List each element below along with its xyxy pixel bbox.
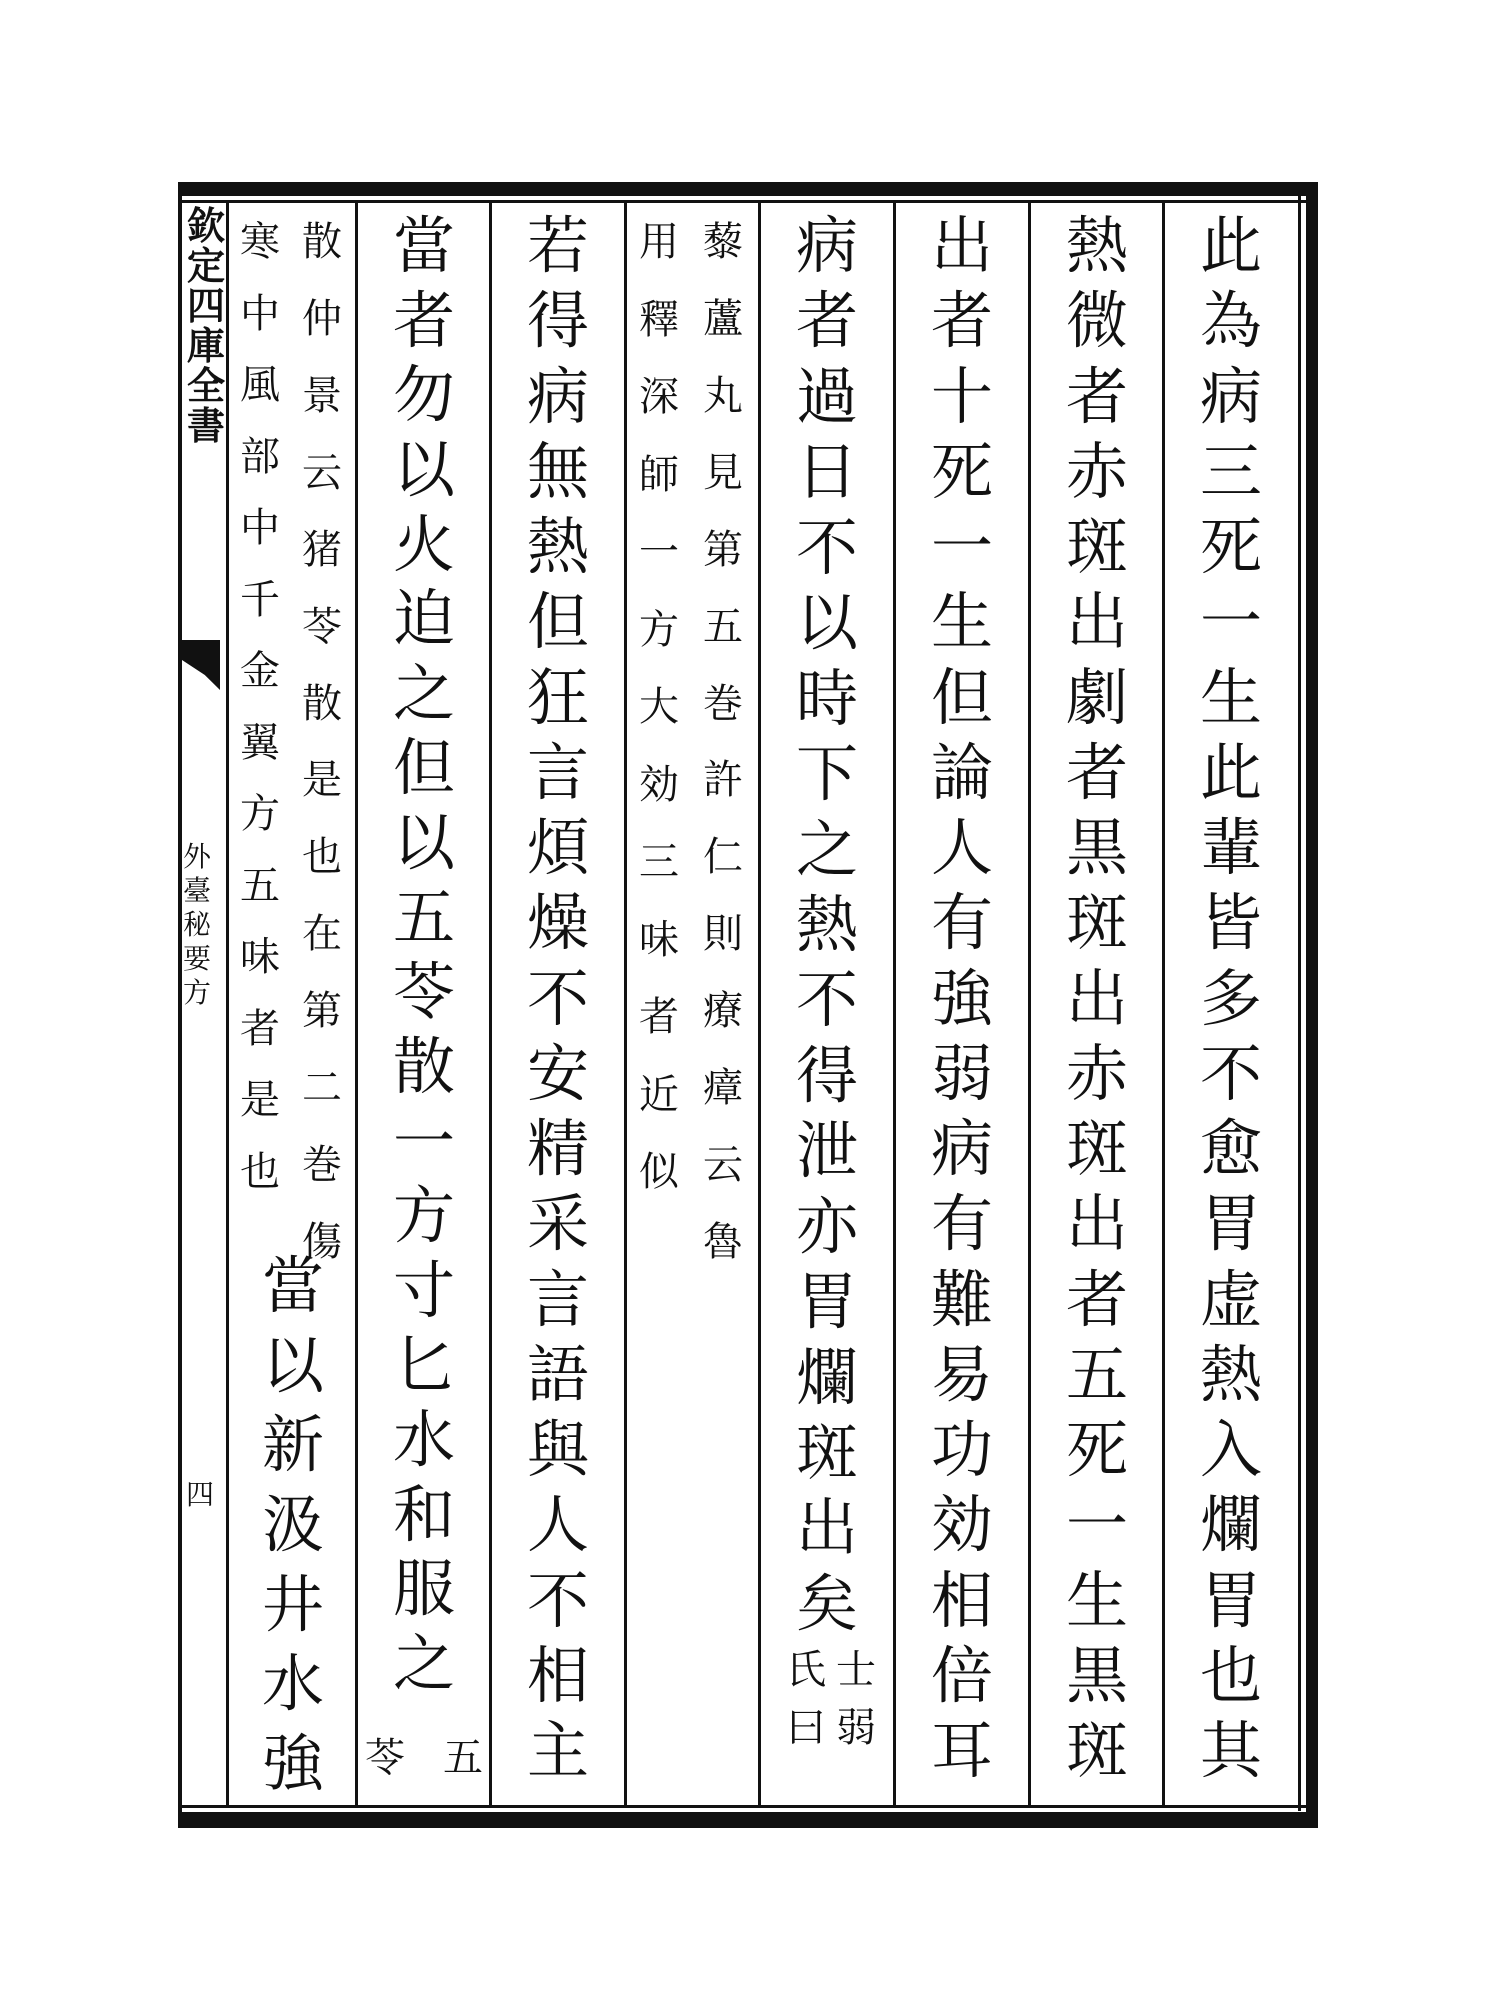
character: 勿 [392, 358, 455, 432]
character: 泄 [795, 1114, 858, 1188]
character: 水 [392, 1403, 455, 1476]
note-subcolumn [781, 1647, 831, 1766]
character: 入 [1199, 1413, 1262, 1486]
character: 以 [392, 806, 455, 879]
character: 似 [639, 1149, 679, 1195]
character: 方 [240, 791, 280, 838]
margin-collection-title: 欽定四庫全書 [186, 204, 225, 448]
character: 許 [703, 757, 743, 804]
character: 赤 [1065, 1036, 1128, 1110]
text-column [899, 209, 1025, 1787]
character: 下 [795, 737, 858, 811]
character: 若 [526, 209, 589, 282]
frame-top-border [178, 182, 1316, 196]
character: 瘴 [703, 1065, 743, 1112]
character: 藜 [703, 219, 743, 265]
text-column [361, 209, 487, 1700]
character: 之 [392, 656, 455, 730]
character: 熱 [1065, 209, 1128, 282]
character: 主 [526, 1714, 589, 1787]
character: 千 [240, 576, 280, 623]
character: 服 [392, 1552, 455, 1626]
character: 猪 [302, 526, 342, 573]
character: 得 [526, 284, 589, 358]
character: 生 [930, 585, 993, 659]
character: 井 [261, 1567, 324, 1641]
character: 方 [639, 606, 679, 653]
note-column [361, 1735, 487, 1796]
character: 以 [795, 586, 858, 660]
character: 十 [930, 359, 993, 433]
column-rule [758, 203, 761, 1805]
character: 死 [1199, 510, 1262, 583]
character: 者 [1065, 1262, 1128, 1336]
character: 功 [930, 1413, 993, 1486]
character: 當 [261, 1249, 324, 1322]
character: 以 [392, 432, 455, 506]
character: 人 [930, 811, 993, 884]
character: 五 [1065, 1337, 1128, 1411]
character: 大 [639, 684, 679, 730]
character: 赤 [1065, 434, 1128, 508]
character: 倍 [930, 1638, 993, 1712]
character: 但 [526, 585, 589, 659]
character: 火 [392, 507, 455, 581]
character: 散 [302, 680, 342, 727]
character: 斑 [1065, 1714, 1128, 1787]
text-column [1034, 209, 1160, 1787]
character: 微 [1065, 284, 1128, 358]
frame-right-border [1306, 182, 1318, 1828]
character: 過 [795, 359, 858, 433]
note-subcolumn [439, 1735, 487, 1796]
fish-tail-mark [182, 640, 220, 690]
character: 出 [1065, 1187, 1128, 1261]
text-column [1168, 209, 1294, 1787]
character: 匕 [392, 1328, 455, 1402]
character: 散 [302, 219, 342, 265]
character: 効 [930, 1488, 993, 1562]
character: 二 [302, 1065, 342, 1112]
character: 則 [703, 911, 743, 958]
character: 景 [302, 372, 342, 419]
character: 出 [795, 1491, 858, 1565]
character: 新 [261, 1408, 324, 1482]
character: 見 [703, 449, 743, 496]
character: 師 [639, 451, 679, 498]
character: 斑 [1065, 510, 1128, 583]
character: 易 [930, 1337, 993, 1411]
character: 出 [930, 209, 993, 282]
character: 者 [639, 994, 679, 1040]
character: 胃 [1199, 1187, 1262, 1261]
character: 安 [526, 1036, 589, 1110]
character: 近 [639, 1071, 679, 1118]
character: 不 [1199, 1036, 1262, 1110]
character: 弱 [930, 1036, 993, 1110]
character: 不 [526, 1563, 589, 1637]
margin-page-number: 四 [185, 1478, 214, 1511]
character: 苓 [365, 1735, 405, 1781]
character: 相 [930, 1563, 993, 1637]
character: 苓 [392, 955, 455, 1029]
character: 虚 [1199, 1262, 1262, 1336]
character: 仲 [302, 295, 342, 342]
character: 一 [1065, 1488, 1128, 1562]
character: 迫 [392, 582, 455, 656]
note-subcolumn [361, 1735, 409, 1796]
character: 黒 [1065, 1638, 1128, 1712]
note-subcolumn [831, 1647, 881, 1766]
character: 第 [302, 988, 342, 1035]
character: 熱 [1199, 1337, 1262, 1411]
character: 出 [1065, 585, 1128, 659]
character: 亦 [795, 1189, 858, 1263]
character: 一 [639, 529, 679, 575]
column-rule [893, 203, 896, 1805]
character: 金 [240, 648, 280, 695]
character: 者 [930, 284, 993, 358]
character: 病 [526, 359, 589, 433]
character: 耳 [930, 1714, 993, 1787]
column-rule [226, 203, 229, 1805]
character: 死 [930, 434, 993, 508]
note-column [768, 1647, 894, 1766]
character: 胃 [1199, 1563, 1262, 1637]
character: 斑 [1065, 1112, 1128, 1185]
character: 矣 [795, 1566, 858, 1640]
note-column [628, 219, 690, 1195]
character: 一 [1199, 585, 1262, 659]
character: 深 [639, 374, 679, 420]
character: 也 [240, 1148, 280, 1195]
character: 采 [526, 1187, 589, 1261]
character: 和 [392, 1477, 455, 1551]
character: 斑 [1065, 886, 1128, 960]
character: 人 [526, 1488, 589, 1562]
character: 為 [1199, 284, 1262, 358]
character: 云 [703, 1142, 743, 1189]
frame-right-inner-border [1298, 196, 1301, 1811]
character: 用 [639, 219, 679, 265]
character: 死 [1065, 1413, 1128, 1486]
character: 是 [302, 757, 342, 804]
character: 部 [240, 433, 280, 480]
character: 日 [795, 435, 858, 509]
note-column [230, 219, 290, 1195]
character: 胃 [795, 1265, 858, 1339]
character: 一 [930, 510, 993, 583]
character: 之 [392, 1626, 455, 1700]
character: 無 [526, 434, 589, 508]
character: 言 [526, 735, 589, 809]
character: 翼 [240, 719, 280, 766]
character: 曰 [786, 1705, 826, 1751]
character: 巻 [302, 1142, 342, 1189]
character: 有 [930, 886, 993, 960]
character: 是 [240, 1077, 280, 1124]
character: 出 [1065, 961, 1128, 1035]
character: 魯 [703, 1218, 743, 1265]
character: 與 [526, 1413, 589, 1486]
character: 也 [302, 834, 342, 881]
text-column [495, 209, 621, 1787]
frame-bottom-border [178, 1812, 1316, 1828]
character: 熱 [526, 510, 589, 583]
character: 水 [261, 1647, 324, 1721]
character: 者 [795, 284, 858, 358]
character: 味 [639, 916, 679, 963]
character: 生 [1065, 1563, 1128, 1637]
character: 士 [836, 1647, 876, 1693]
character: 斑 [795, 1416, 858, 1489]
character: 弱 [836, 1705, 876, 1751]
column-rule [1162, 203, 1165, 1805]
character: 氏 [786, 1647, 826, 1693]
text-column [764, 209, 890, 1640]
character: 狂 [526, 660, 589, 734]
character: 云 [302, 449, 342, 496]
character: 中 [240, 505, 280, 552]
character: 此 [1199, 735, 1262, 809]
character: 寒 [240, 219, 280, 265]
character: 巻 [703, 680, 743, 727]
character: 不 [795, 963, 858, 1037]
character: 者 [1065, 359, 1128, 433]
character: 方 [392, 1179, 455, 1253]
margin-book-title: 外臺秘要方 [182, 840, 211, 1009]
character: 五 [703, 603, 743, 650]
character: 得 [795, 1038, 858, 1112]
character: 病 [1199, 359, 1262, 433]
character: 之 [795, 812, 858, 886]
character: 燥 [526, 886, 589, 960]
character: 第 [703, 526, 743, 573]
character: 多 [1199, 961, 1262, 1035]
character: 者 [392, 283, 455, 357]
character: 不 [795, 510, 858, 584]
character: 黒 [1065, 811, 1128, 884]
character: 強 [930, 961, 993, 1035]
character: 但 [930, 660, 993, 734]
character: 皆 [1199, 886, 1262, 960]
character: 五 [240, 862, 280, 909]
column-rule [624, 203, 627, 1805]
character: 三 [639, 839, 679, 885]
character: 味 [240, 934, 280, 981]
character: 不 [526, 961, 589, 1035]
character: 在 [302, 911, 342, 958]
character: 煩 [526, 811, 589, 884]
character: 蘆 [703, 295, 743, 342]
character: 散 [392, 1029, 455, 1103]
character: 者 [240, 1005, 280, 1052]
character: 爛 [1199, 1488, 1262, 1562]
column-rule [489, 203, 492, 1805]
character: 五 [392, 880, 455, 954]
character: 精 [526, 1112, 589, 1185]
character: 言 [526, 1262, 589, 1336]
character: 也 [1199, 1638, 1262, 1712]
character: 苓 [302, 603, 342, 650]
character: 傷 [302, 1218, 342, 1265]
text-column [230, 1249, 356, 1800]
character: 輩 [1199, 811, 1262, 884]
character: 時 [795, 661, 858, 735]
frame-top-inner-border [178, 200, 1316, 203]
character: 有 [930, 1187, 993, 1261]
character: 風 [240, 362, 280, 409]
character: 五 [443, 1735, 483, 1781]
character: 語 [526, 1337, 589, 1411]
character: 一 [392, 1104, 455, 1178]
character: 難 [930, 1262, 993, 1336]
character: 丸 [703, 372, 743, 419]
character: 但 [392, 731, 455, 805]
character: 寸 [392, 1253, 455, 1327]
character: 汲 [261, 1487, 324, 1561]
column-rule [1028, 203, 1031, 1805]
character: 此 [1199, 209, 1262, 282]
frame-bottom-inner-border [178, 1805, 1316, 1808]
note-column [692, 219, 754, 1265]
character: 釋 [639, 296, 679, 343]
character: 者 [1065, 735, 1128, 809]
character: 療 [703, 988, 743, 1035]
character: 強 [261, 1726, 324, 1800]
character: 熱 [795, 887, 858, 961]
character: 病 [930, 1112, 993, 1185]
note-column [292, 219, 352, 1265]
character: 相 [526, 1638, 589, 1712]
character: 劇 [1065, 660, 1128, 734]
character: 三 [1199, 434, 1262, 508]
character: 仁 [703, 834, 743, 881]
character: 爛 [795, 1340, 858, 1414]
character: 愈 [1199, 1112, 1262, 1185]
character: 病 [795, 209, 858, 282]
character: 以 [261, 1328, 324, 1402]
character: 効 [639, 761, 679, 808]
character: 論 [930, 735, 993, 809]
character: 生 [1199, 660, 1262, 734]
character: 中 [240, 290, 280, 337]
character: 其 [1199, 1714, 1262, 1787]
character: 當 [392, 209, 455, 282]
